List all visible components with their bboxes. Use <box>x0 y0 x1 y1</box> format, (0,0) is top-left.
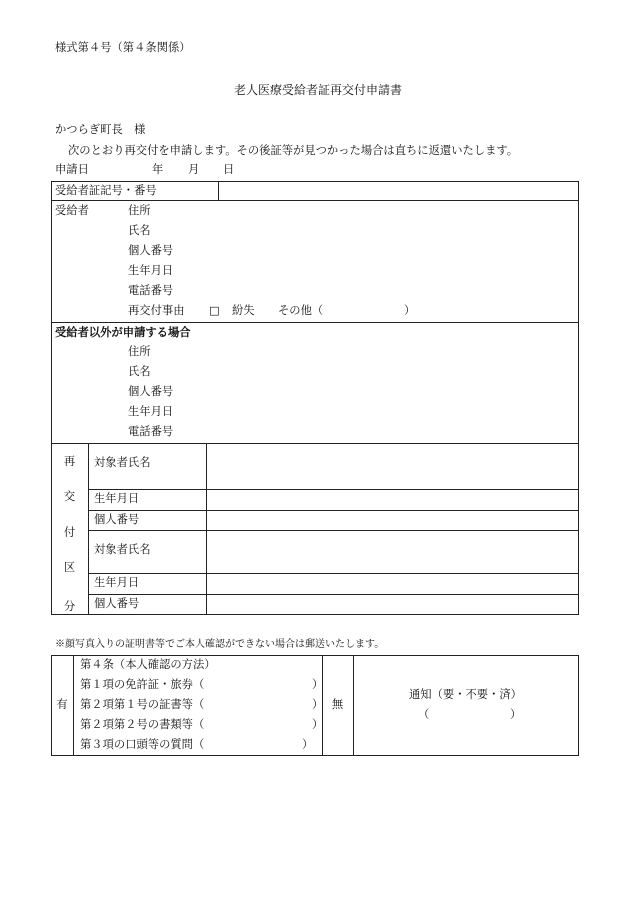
target-name-field[interactable] <box>207 531 577 573</box>
category-char: 交 <box>63 490 76 503</box>
recipient-name-label: 氏名 <box>128 224 151 237</box>
target-birthdate-label: 生年月日 <box>94 492 140 505</box>
applicant-address-label: 住所 <box>128 345 151 358</box>
notice-open-paren: （ <box>418 708 430 721</box>
notice-label: 通知（要・不要・済） <box>409 688 522 701</box>
addressee: かつらぎ町長 様 <box>55 123 146 136</box>
applicant-id-number-label: 個人番号 <box>128 385 174 398</box>
method-certificate: 第２項第１号の証書等（ <box>80 698 205 711</box>
category-char: 付 <box>63 526 76 539</box>
other-reason-open: その他（ <box>278 304 324 317</box>
category-char: 再 <box>63 455 76 468</box>
column-divider <box>88 443 89 614</box>
method-close-paren: ） <box>312 718 324 731</box>
intro-text: 次のとおり再交付を申請します。その後証等が見つかった場合は直ちに返還いたします。 <box>68 144 519 157</box>
category-char: 区 <box>63 561 76 574</box>
month-unit: 月 <box>188 163 200 176</box>
column-divider <box>73 655 74 756</box>
target-birthdate-field[interactable] <box>207 490 577 510</box>
verification-heading: 第４条（本人確認の方法） <box>80 658 216 671</box>
applicant-phone-label: 電話番号 <box>128 425 174 438</box>
applicant-name-label: 氏名 <box>128 365 151 378</box>
applicant-birthdate-label: 生年月日 <box>128 405 174 418</box>
method-close-paren: ） <box>312 678 324 691</box>
notice-close-paren: ） <box>510 708 522 721</box>
form-number: 様式第４号（第４条関係） <box>55 41 191 54</box>
target-name-label: 対象者氏名 <box>94 456 151 469</box>
row-divider <box>51 322 578 323</box>
category-char: 分 <box>63 600 76 613</box>
target-name-label: 対象者氏名 <box>94 543 151 556</box>
target-birthdate-field[interactable] <box>207 574 577 594</box>
reissue-reason-label: 再交付事由 <box>128 304 185 317</box>
target-name-field[interactable] <box>207 444 577 489</box>
verified-no-label: 無 <box>331 698 344 711</box>
application-date-label: 申請日 <box>55 163 89 176</box>
method-close-paren: ） <box>302 738 314 751</box>
applicant-section-title: 受給者以外が申請する場合 <box>55 325 191 339</box>
target-id-number-field[interactable] <box>207 511 577 530</box>
recipient-birthdate-label: 生年月日 <box>128 264 174 277</box>
recipient-id-number-label: 個人番号 <box>128 244 174 257</box>
target-id-number-label: 個人番号 <box>94 597 140 610</box>
mailing-note: ※顔写真入りの証明書等でご本人確認ができない場合は郵送いたします。 <box>55 639 385 650</box>
target-birthdate-label: 生年月日 <box>94 576 140 589</box>
method-license-passport: 第１項の免許証・旅券（ <box>80 678 205 691</box>
other-reason-close: ） <box>404 304 416 317</box>
column-divider <box>353 655 354 756</box>
method-oral-questions: 第３項の口頭等の質問（ <box>80 738 205 751</box>
method-documents: 第２項第２号の書類等（ <box>80 718 205 731</box>
recipient-phone-label: 電話番号 <box>128 284 174 297</box>
lost-checkbox[interactable]: □ <box>209 304 220 317</box>
lost-option-label: 紛失 <box>232 304 255 317</box>
verified-yes-label: 有 <box>56 698 68 711</box>
target-id-number-label: 個人番号 <box>94 513 140 526</box>
year-unit: 年 <box>152 163 164 176</box>
recipient-label: 受給者 <box>55 204 89 217</box>
target-id-number-field[interactable] <box>207 595 577 614</box>
method-close-paren: ） <box>312 698 324 711</box>
document-title: 老人医療受給者証再交付申請書 <box>234 83 403 97</box>
card-number-field[interactable] <box>219 182 577 200</box>
row-divider <box>51 200 578 201</box>
recipient-address-label: 住所 <box>128 204 151 217</box>
card-number-label: 受給者証記号・番号 <box>55 184 157 197</box>
day-unit: 日 <box>223 163 235 176</box>
